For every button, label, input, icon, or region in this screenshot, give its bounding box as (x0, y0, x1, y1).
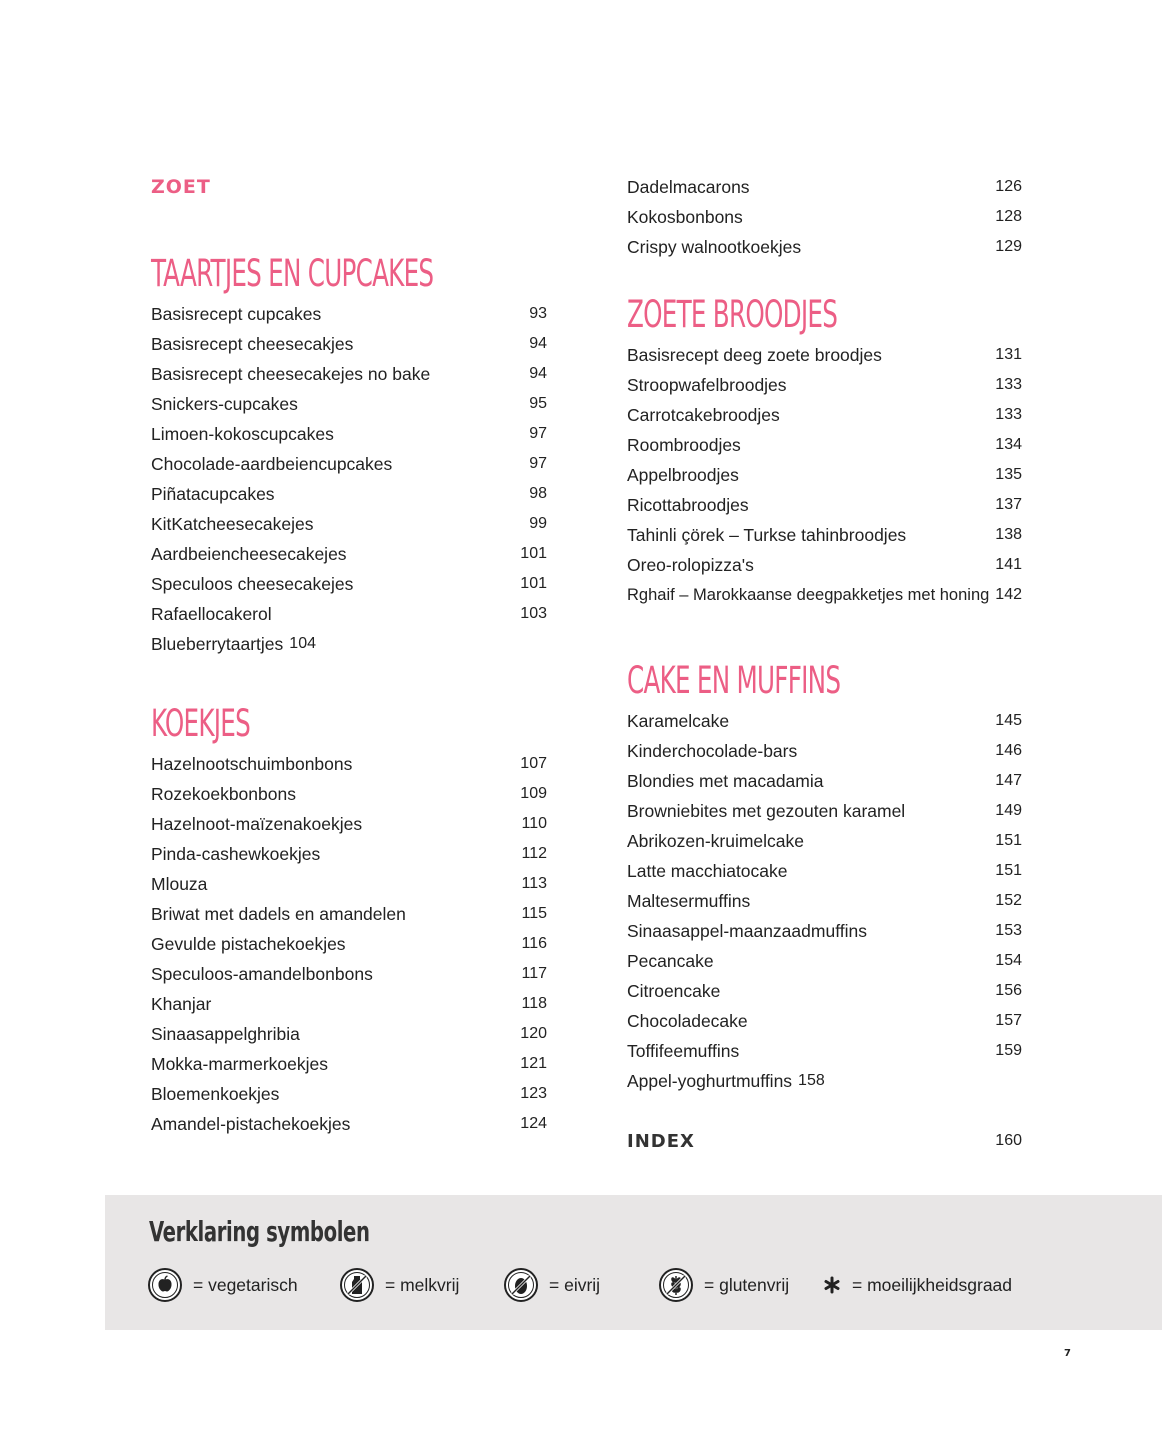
difficulty-asterisk-icon (822, 1267, 842, 1303)
toc-entry[interactable]: Karamelcake 145 (627, 710, 1022, 731)
toc-entry[interactable]: Appelbroodjes 135 (627, 464, 1022, 485)
toc-entry[interactable]: Hazelnootschuimbonbons 107 (151, 753, 547, 774)
toc-entry[interactable]: Crispy walnootkoekjes 129 (627, 236, 1022, 257)
toc-entry[interactable]: Hazelnoot-maïzenakoekjes 110 (151, 813, 547, 834)
toc-entry[interactable]: Piñatacupcakes 98 (151, 483, 547, 504)
toc-entry[interactable]: Stroopwafelbroodjes 133 (627, 374, 1022, 395)
toc-entry[interactable]: Basisrecept cheesecakjes 94 (151, 333, 547, 354)
toc-entry[interactable]: Limoen-kokoscupcakes 97 (151, 423, 547, 444)
legend-item-difficulty (822, 1267, 1012, 1303)
legend-label: = moeilijkheidsgraad (852, 1274, 1013, 1295)
vegetarian-icon (147, 1267, 183, 1303)
toc-entry[interactable]: Speculoos-amandelbonbons 117 (151, 963, 547, 984)
toc-entry[interactable]: Maltesermuffins 152 (627, 890, 1022, 911)
legend-item-vegetarian (147, 1267, 298, 1303)
legend-item-egg-free (503, 1267, 600, 1303)
index-label: INDEX (627, 1130, 695, 1152)
toc-entry[interactable]: Basisrecept cupcakes 93 (151, 303, 547, 324)
toc-entry[interactable]: Pecancake 154 (627, 950, 1022, 971)
toc-entry[interactable]: Khanjar 118 (151, 993, 547, 1014)
toc-entry[interactable]: Toffifeemuffins 159 (627, 1040, 1022, 1061)
page-number: 7 (1064, 1348, 1071, 1359)
toc-entry[interactable]: Aardbeiencheesecakejes 101 (151, 543, 547, 564)
legend-item-gluten-free (658, 1267, 789, 1303)
toc-entry[interactable]: Mlouza 113 (151, 873, 547, 894)
right-column (627, 172, 1022, 1156)
toc-entry[interactable]: Abrikozen-kruimelcake 151 (627, 830, 1022, 851)
toc-entry[interactable]: Blondies met macadamia 147 (627, 770, 1022, 791)
toc-list-zoete-broodjes (627, 340, 1022, 610)
toc-entry[interactable]: Basisrecept deeg zoete broodjes 131 (627, 344, 1022, 365)
toc-entry[interactable]: Rozekoekbonbons 109 (151, 783, 547, 804)
toc-entry[interactable]: Mokka-marmerkoekjes 121 (151, 1053, 547, 1074)
toc-entry[interactable]: Kokosbonbons 128 (627, 206, 1022, 227)
toc-entry[interactable]: Ricottabroodjes 137 (627, 494, 1022, 515)
toc-entry[interactable]: Carrotcakebroodjes 133 (627, 404, 1022, 425)
toc-entry[interactable]: Roombroodjes 134 (627, 434, 1022, 455)
legend-label: = vegetarisch (193, 1274, 298, 1295)
heading-taartjes-en-cupcakes: TAARTJES EN CUPCAKES (151, 252, 434, 295)
toc-entry[interactable]: Speculoos cheesecakejes 101 (151, 573, 547, 594)
index-entry[interactable] (627, 1126, 1022, 1156)
toc-entry[interactable]: KitKatcheesecakejes 99 (151, 513, 547, 534)
legend-item-dairy-free (339, 1267, 459, 1303)
toc-entry[interactable]: Appel-yoghurtmuffins 158 (627, 1070, 825, 1091)
toc-entry[interactable]: Blueberrytaartjes 104 (151, 633, 316, 654)
toc-list-koekjes (151, 749, 547, 1139)
gluten-free-icon (658, 1267, 694, 1303)
toc-entry[interactable]: Pinda-cashewkoekjes 112 (151, 843, 547, 864)
toc-entry[interactable]: Amandel-pistachekoekjes 124 (151, 1113, 547, 1134)
heading-koekjes: KOEKJES (151, 702, 251, 745)
toc-entry[interactable]: Briwat met dadels en amandelen 115 (151, 903, 547, 924)
toc-entry[interactable]: Chocoladecake 157 (627, 1010, 1022, 1031)
symbol-legend (105, 1195, 1162, 1330)
toc-entry[interactable]: Sinaasappelghribia 120 (151, 1023, 547, 1044)
section-kicker: ZOET (151, 176, 211, 198)
toc-entry[interactable]: Basisrecept cheesecakejes no bake 94 (151, 363, 547, 384)
toc-entry[interactable]: Chocolade-aardbeiencupcakes 97 (151, 453, 547, 474)
toc-entry[interactable]: Dadelmacarons 126 (627, 176, 1022, 197)
toc-entry[interactable]: Rafaellocakerol 103 (151, 603, 547, 624)
toc-entry[interactable]: Kinderchocolade-bars 146 (627, 740, 1022, 761)
toc-list-taartjes (151, 299, 547, 659)
egg-free-icon (503, 1267, 539, 1303)
legend-label: = eivrij (549, 1274, 601, 1295)
legend-title: Verklaring symbolen (149, 1215, 370, 1248)
toc-list-koekjes-continued (627, 172, 1022, 262)
toc-list-cake-en-muffins (627, 706, 1022, 1096)
toc-entry[interactable]: Bloemenkoekjes 123 (151, 1083, 547, 1104)
legend-label: = melkvrij (385, 1274, 460, 1295)
heading-zoete-broodjes: ZOETE BROODJES (627, 293, 838, 336)
toc-entry[interactable]: Snickers-cupcakes 95 (151, 393, 547, 414)
toc-entry[interactable]: Gevulde pistachekoekjes 116 (151, 933, 547, 954)
toc-entry[interactable]: Sinaasappel-maanzaadmuffins 153 (627, 920, 1022, 941)
dairy-free-icon (339, 1267, 375, 1303)
toc-entry[interactable]: Latte macchiatocake 151 (627, 860, 1022, 881)
toc-entry[interactable]: Browniebites met gezouten karamel 149 (627, 800, 1022, 821)
toc-entry[interactable]: Tahinli çörek – Turkse tahinbroodjes 138 (627, 524, 1022, 545)
left-column (151, 172, 547, 1139)
heading-cake-en-muffins: CAKE EN MUFFINS (627, 659, 841, 702)
toc-entry[interactable]: Citroencake 156 (627, 980, 1022, 1001)
toc-entry[interactable]: Rghaif – Marokkaanse deegpakketjes met honing 142 (627, 585, 1022, 604)
toc-entry[interactable]: Oreo-rolopizza's 141 (627, 554, 1022, 575)
index-page: 160 (995, 1132, 1022, 1149)
legend-label: = glutenvrij (704, 1274, 790, 1295)
